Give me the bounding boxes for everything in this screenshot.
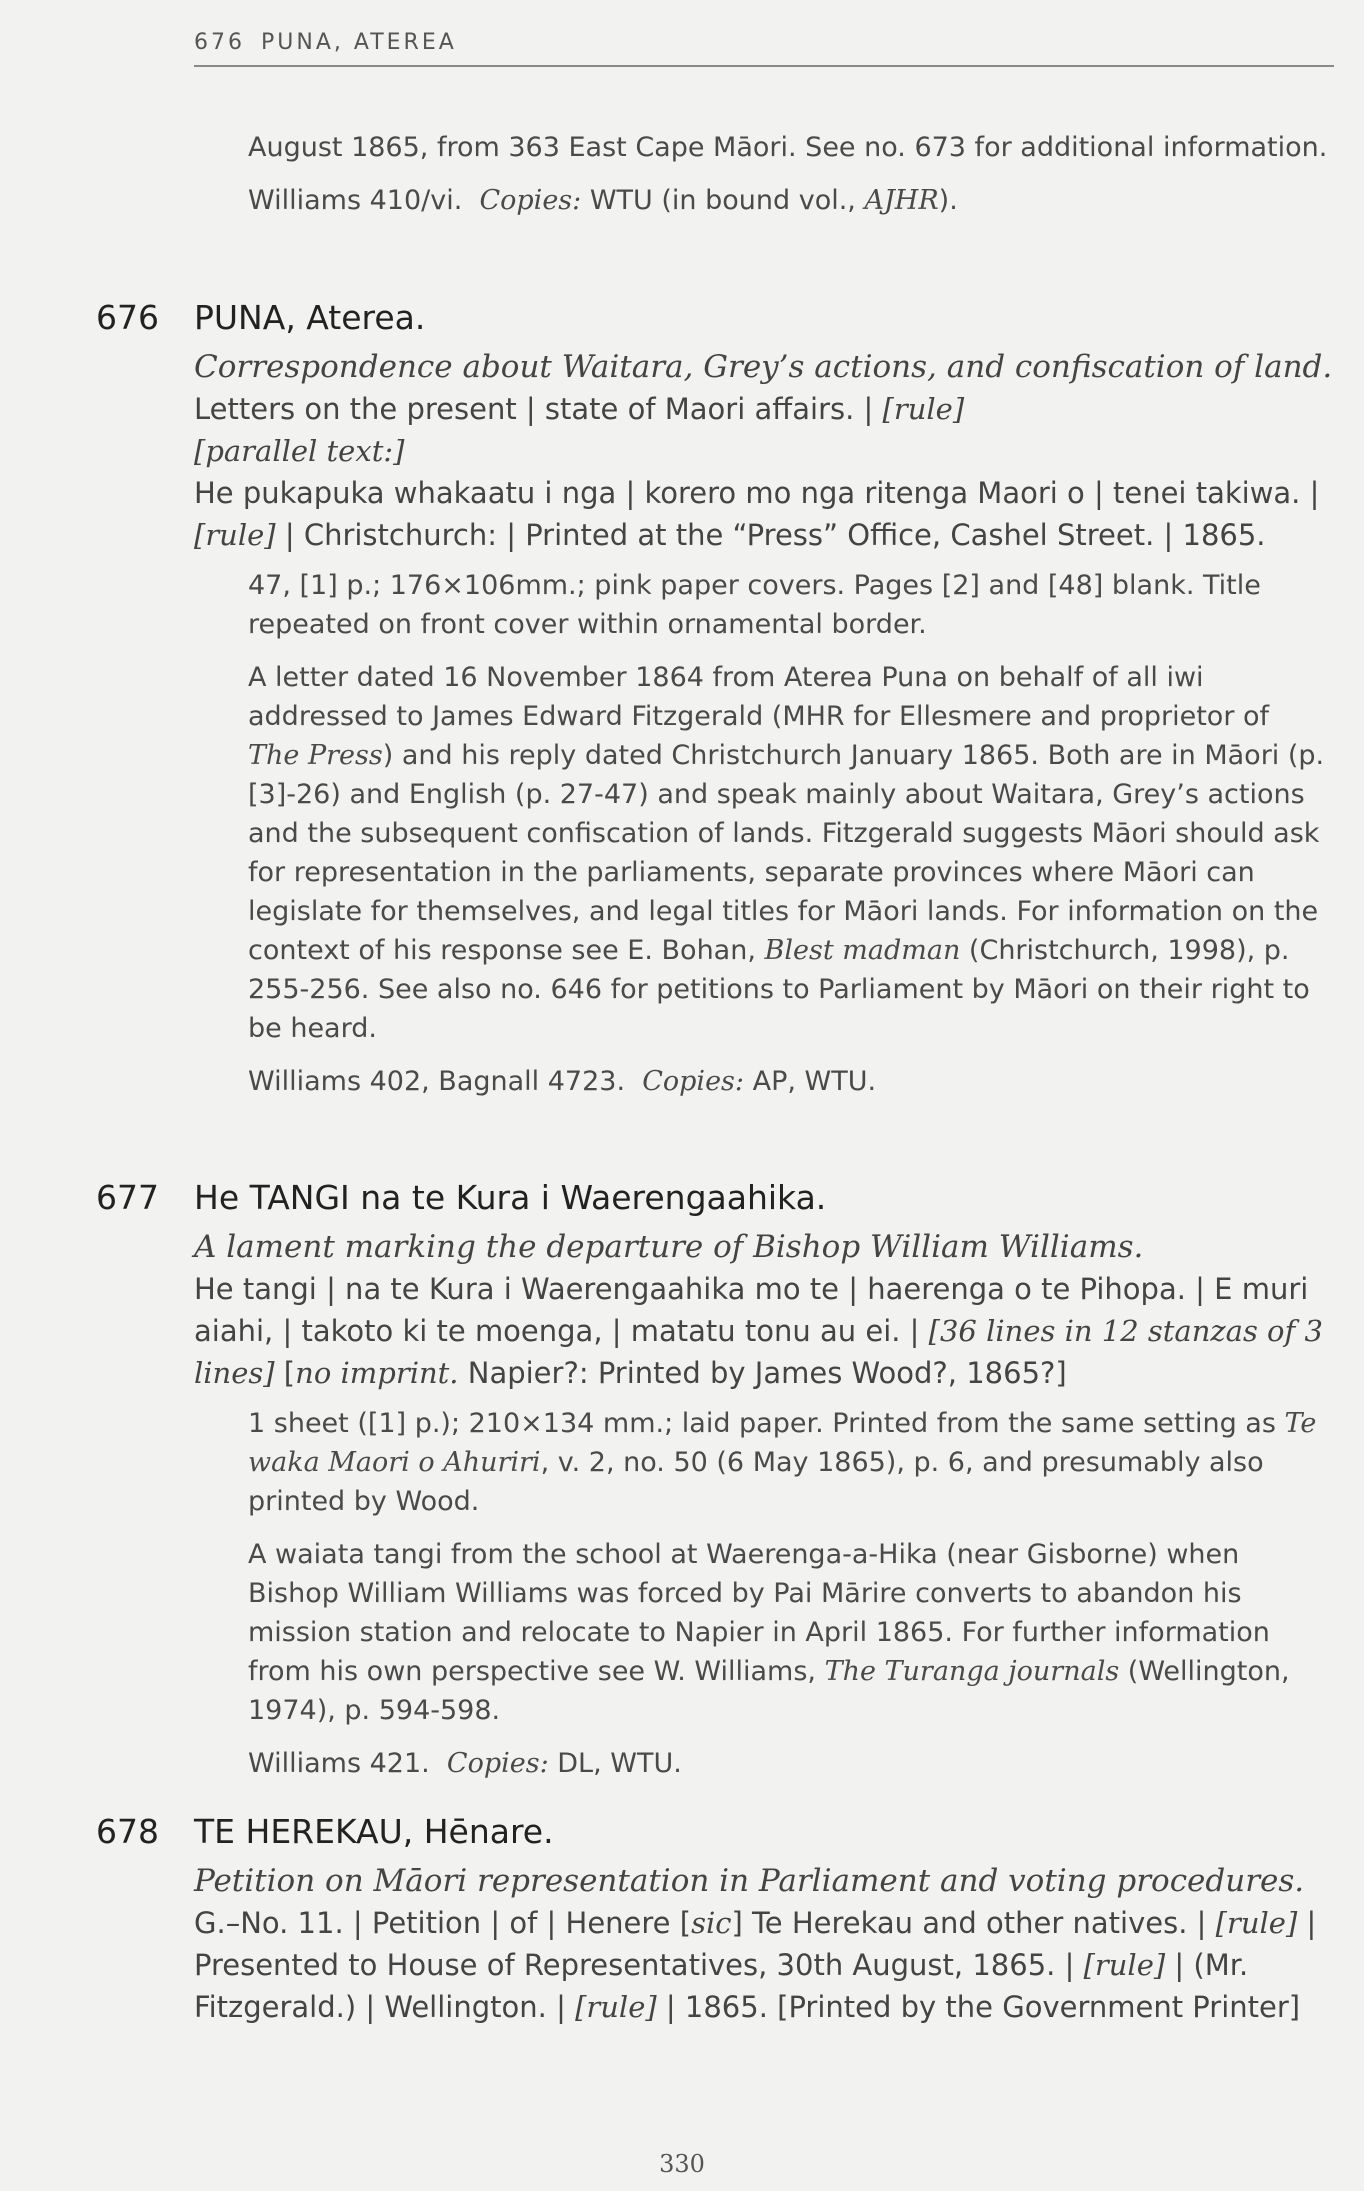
- tp-text: | 1865. [Printed by the Government Printer]: [656, 1990, 1301, 2024]
- refs-text: Williams 421.: [248, 1748, 430, 1779]
- entry-subtitle: Correspondence about Waitara, Grey’s actions, and confiscation of land.: [194, 349, 1333, 385]
- copies-text: WTU (in bound vol.,: [589, 185, 865, 216]
- tp-italic: sic: [691, 1906, 732, 1940]
- running-head-name: PUNA, ATEREA: [261, 30, 457, 55]
- desc-italic: Blest madman: [764, 935, 961, 966]
- collation-text: 1 sheet ([1] p.); 210×134 mm.; laid paper. Printed from the same setting as: [248, 1408, 1285, 1439]
- description-note: [248, 658, 1328, 1048]
- page-number: 330: [659, 2150, 705, 2178]
- tp-text: Letters on the present | state of Maori affairs. |: [194, 392, 883, 426]
- description-note: [248, 1535, 1328, 1730]
- tp-text: G.–No. 11. | Petition | of | Henere [: [194, 1906, 692, 1940]
- entry-number: 676: [96, 298, 159, 337]
- entry-677: [0, 1178, 1364, 1783]
- entry-676: [0, 298, 1364, 1101]
- entry-heading: TE HEREKAU, Hēnare.: [194, 1812, 554, 1851]
- title-page-transcription: [194, 1268, 1334, 1394]
- tp-italic: [rule]: [882, 392, 965, 426]
- tp-text: | (Mr. Fitzgerald.) | Wellington. |: [194, 1948, 1249, 2024]
- copies-label: Copies:: [479, 185, 582, 216]
- entry-subtitle: A lament marking the departure of Bishop William Williams.: [194, 1229, 1144, 1265]
- desc-text: (Christchurch, 1998), p. 255-256. See also no. 646 for petitions to Parliament by Māori on their right to be heard.: [248, 935, 1310, 1044]
- desc-text: ) and his reply dated Christchurch January 1865. Both are in Māori (p. [3]-26) and English (p. 27-47) and speak mainly about Waitara, Grey’s actions and the subsequent confiscation of lands. Fitzgerald suggests Māori should ask for representation in the parliaments, separate provinces where Māori can legislate for themselves, and legal titles for Māori lands. For information on the context of his response see E. Bohan,: [248, 740, 1325, 966]
- running-head: [194, 30, 1334, 67]
- desc-italic: The Press: [248, 740, 383, 771]
- tp-text: He tangi | na te Kura i Waerengaahika mo te | haerenga o te Pihopa. | E muri aiahi, | takoto ki te moenga, | matatu tonu au ei. |: [194, 1272, 1309, 1348]
- desc-text: A waiata tangi from the school at Waerenga-a-Hika (near Gisborne) when Bishop William Williams was forced by Pai Mārire converts to abandon his mission station and relocate to Napier in April 1865. For further information from his own perspective see W. Williams,: [248, 1539, 1270, 1687]
- copies-end: ).: [938, 185, 958, 216]
- desc-italic: The Turanga journals: [824, 1656, 1120, 1687]
- entry-675-continuation: [0, 128, 1364, 220]
- copies-label: Copies:: [446, 1748, 549, 1779]
- title-page-transcription: [194, 388, 1334, 430]
- tp-italic: no imprint.: [295, 1356, 459, 1390]
- entry-number: 677: [96, 1178, 159, 1217]
- collation-note: [248, 1404, 1328, 1521]
- copies-italic: AJHR: [864, 185, 939, 216]
- tp-italic: [rule]: [575, 1990, 657, 2024]
- tp-text: [: [274, 1356, 296, 1390]
- entry-heading: PUNA, Aterea.: [194, 298, 426, 337]
- copies-text: DL, WTU.: [557, 1748, 682, 1779]
- copies-label: Copies:: [642, 1066, 744, 1097]
- running-head-page: 676: [194, 30, 245, 55]
- refs-text: Williams 410/vi.: [248, 185, 463, 216]
- tp-italic: [rule]: [194, 518, 276, 552]
- entry-678: [0, 1812, 1364, 2028]
- references-675: [248, 181, 1328, 220]
- note-continuation: August 1865, from 363 East Cape Māori. See no. 673 for additional information.: [248, 132, 1328, 163]
- references-676: [248, 1062, 1328, 1101]
- collation-note: 47, [1] p.; 176×106mm.; pink paper covers. Pages [2] and [48] blank. Title repeated on front cover within ornamental border.: [248, 570, 1261, 640]
- refs-text: Williams 402, Bagnall 4723.: [248, 1066, 626, 1097]
- tp-text: He pukapuka whakaatu i nga | korero mo nga ritenga Maori o | tenei takiwa. |: [194, 476, 1320, 510]
- tp-text: | Christchurch: | Printed at the “Press” Office, Cashel Street. | 1865.: [275, 518, 1266, 552]
- entry-number: 678: [96, 1812, 159, 1851]
- tp-italic: [rule]: [1083, 1948, 1166, 1982]
- tp-text: ] Te Herekau and other natives. |: [731, 1906, 1216, 1940]
- references-677: [248, 1744, 1328, 1783]
- tp-text: | Presented to House of Representatives, 30th August, 1865. |: [194, 1906, 1317, 1982]
- copies-text: AP, WTU.: [752, 1066, 877, 1097]
- entry-heading: He TANGI na te Kura i Waerengaahika.: [194, 1178, 827, 1217]
- tp-text: Napier?: Printed by James Wood?, 1865?]: [458, 1356, 1067, 1390]
- desc-text: (Wellington, 1974), p. 594-598.: [248, 1656, 1290, 1726]
- collation-italic: Te waka Maori o Ahuriri: [248, 1408, 1317, 1478]
- title-page-transcription: [194, 1902, 1334, 2028]
- tp-italic: [parallel text:]: [194, 434, 405, 468]
- tp-italic: [36 lines in 12 stanzas of 3 lines]: [194, 1314, 1323, 1390]
- title-page-transcription-maori: [194, 472, 1334, 556]
- tp-italic: [rule]: [1215, 1906, 1298, 1940]
- entry-subtitle: Petition on Māori representation in Parliament and voting procedures.: [194, 1863, 1305, 1899]
- collation-text: , v. 2, no. 50 (6 May 1865), p. 6, and presumably also printed by Wood.: [248, 1447, 1264, 1517]
- parallel-text-note: [194, 430, 1334, 472]
- desc-text: A letter dated 16 November 1864 from Aterea Puna on behalf of all iwi addressed to James Edward Fitzgerald (MHR for Ellesmere and proprietor of: [248, 662, 1270, 732]
